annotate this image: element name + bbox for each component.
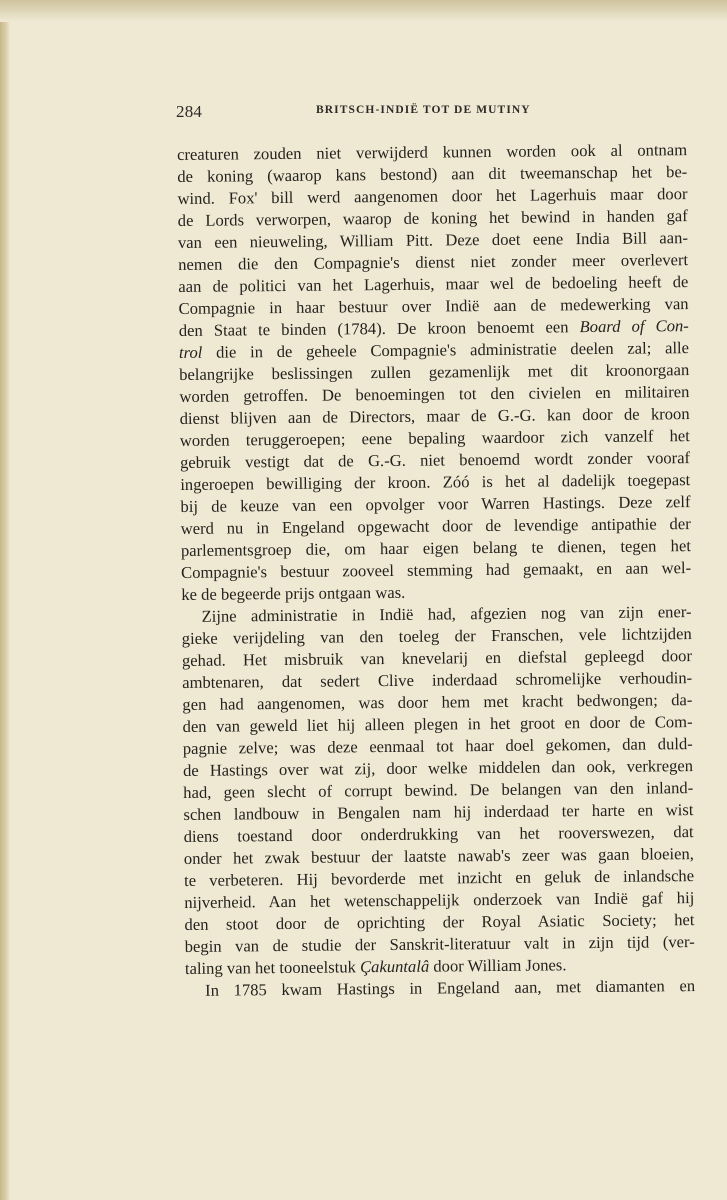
text-line: nemen die den Compagnie's dienst niet zonder meer overlevert: [178, 250, 689, 274]
text-line: had, geen slecht of corrupt bewind. De belangen van den inland-: [183, 778, 694, 802]
page-left-edge: [0, 0, 10, 1200]
text-line: parlementsgroep die, om haar eigen belang te dienen, tegen het: [180, 536, 691, 560]
text-line: gebruik vestigt dat de G.-G. niet benoemd wordt zonder vooraf: [179, 448, 691, 472]
text-line: In 1785 kwam Hastings in Engeland aan, met diamanten en: [205, 976, 696, 1000]
italic-term: Çakuntalâ: [359, 956, 430, 977]
running-title: BRITSCH-INDIË TOT DE MUTINY: [316, 104, 531, 116]
text-line: creaturen zouden niet verwijderd kunnen worden ook al ontnam: [177, 140, 688, 164]
text-line: Compagnie's bestuur zooveel stemming had gemaakt, en aan wel-: [181, 558, 692, 582]
text-line: begin van de studie der Sanskrit-literatuur valt in zijn tijd (ver-: [184, 932, 695, 956]
text-line: diens toestand door onderdrukking van het rooverswezen, dat: [183, 822, 694, 846]
text-line: onder het zwak bestuur der laatste nawab's zeer was gaan bloeien,: [183, 844, 694, 868]
text-line: schen landbouw in Bengalen nam hij inderdaad ter harte en wist: [183, 800, 694, 824]
page-header: [176, 100, 688, 124]
text-line-segment: den Staat te binden (1784). De kroon benoemt een: [178, 317, 569, 340]
text-line: de Lords verworpen, waarop de koning het bewind in handen gaf: [177, 206, 688, 230]
text-line: worden getroffen. De benoemingen tot den civielen en militairen: [179, 382, 690, 406]
text-line: pagnie zelve; was deze eenmaal tot haar doel gekomen, dan duld-: [182, 734, 693, 758]
text-line: den van geweld liet hij alleen plegen in het groot en door de Com-: [182, 712, 693, 736]
text-line: wind. Fox' bill werd aangenomen door het Lagerhuis maar door: [177, 184, 688, 208]
italic-term: Board of Con-: [579, 316, 689, 337]
text-line: aan de politici van het Lagerhuis, maar wel de bedoeling heeft de: [178, 272, 689, 296]
text-line: de koning (waarop kans bestond) aan dit tweemanschap het be-: [177, 162, 688, 186]
page-number: 284: [176, 102, 203, 121]
text-line: te verbeteren. Hij bevorderde met inzicht en geluk de inlandsche: [183, 866, 695, 890]
text-line: dienst blijven aan de Directors, maar de G.-G. kan door de kroon: [179, 404, 690, 428]
text-line: ke de begeerde prijs ontgaan was.: [181, 582, 406, 604]
text-line: gieke verijdeling van den toeleg der Franschen, vele lichtzijden: [181, 624, 692, 648]
page-top-edge: [0, 0, 727, 22]
italic-term: trol: [178, 342, 203, 362]
text-line-segment: die in de geheele Compagnie's administratie deelen zal; alle: [215, 338, 690, 362]
text-line: den stoot door de oprichting der Royal Asiatic Society; het: [184, 910, 695, 934]
text-line: de Hastings over wat zij, door welke middelen dan ook, verkregen: [182, 756, 694, 780]
text-line: gehad. Het misbruik van knevelarij en diefstal gepleegd door: [181, 646, 693, 670]
text-line-segment: door William Jones.: [429, 955, 567, 976]
text-line: werd nu in Engeland opgewacht door de levendige antipathie der: [180, 514, 691, 538]
text-line: gen had aangenomen, was door hem met kracht bedwongen; da-: [182, 690, 693, 714]
text-line: nijverheid. Aan het wetenschappelijk onderzoek van Indië gaf hij: [184, 888, 695, 912]
text-line-segment: taling van het tooneelstuk: [184, 957, 356, 978]
body-text: [177, 139, 695, 1002]
text-line: worden teruggeroepen; eene bepaling waardoor zich vanzelf het: [179, 426, 690, 450]
text-line: Zijne administratie in Indië had, afgezien nog van zijn ener-: [201, 602, 692, 626]
text-line: bij de keuze van een opvolger voor Warren Hastings. Deze zelf: [180, 492, 691, 516]
text-line: ambtenaren, dat sedert Clive inderdaad schromelijke verhoudin-: [182, 668, 693, 692]
text-line: belangrijke beslissingen zullen gezamenlijk met dit kroonorgaan: [179, 360, 690, 384]
text-line: ingeroepen bewilliging der kroon. Zóó is het al dadelijk toegepast: [180, 470, 691, 494]
text-line: Compagnie in haar bestuur over Indië aan de medewerking van: [178, 294, 689, 318]
text-line: van een nieuweling, William Pitt. Deze doet eene India Bill aan-: [177, 228, 689, 252]
